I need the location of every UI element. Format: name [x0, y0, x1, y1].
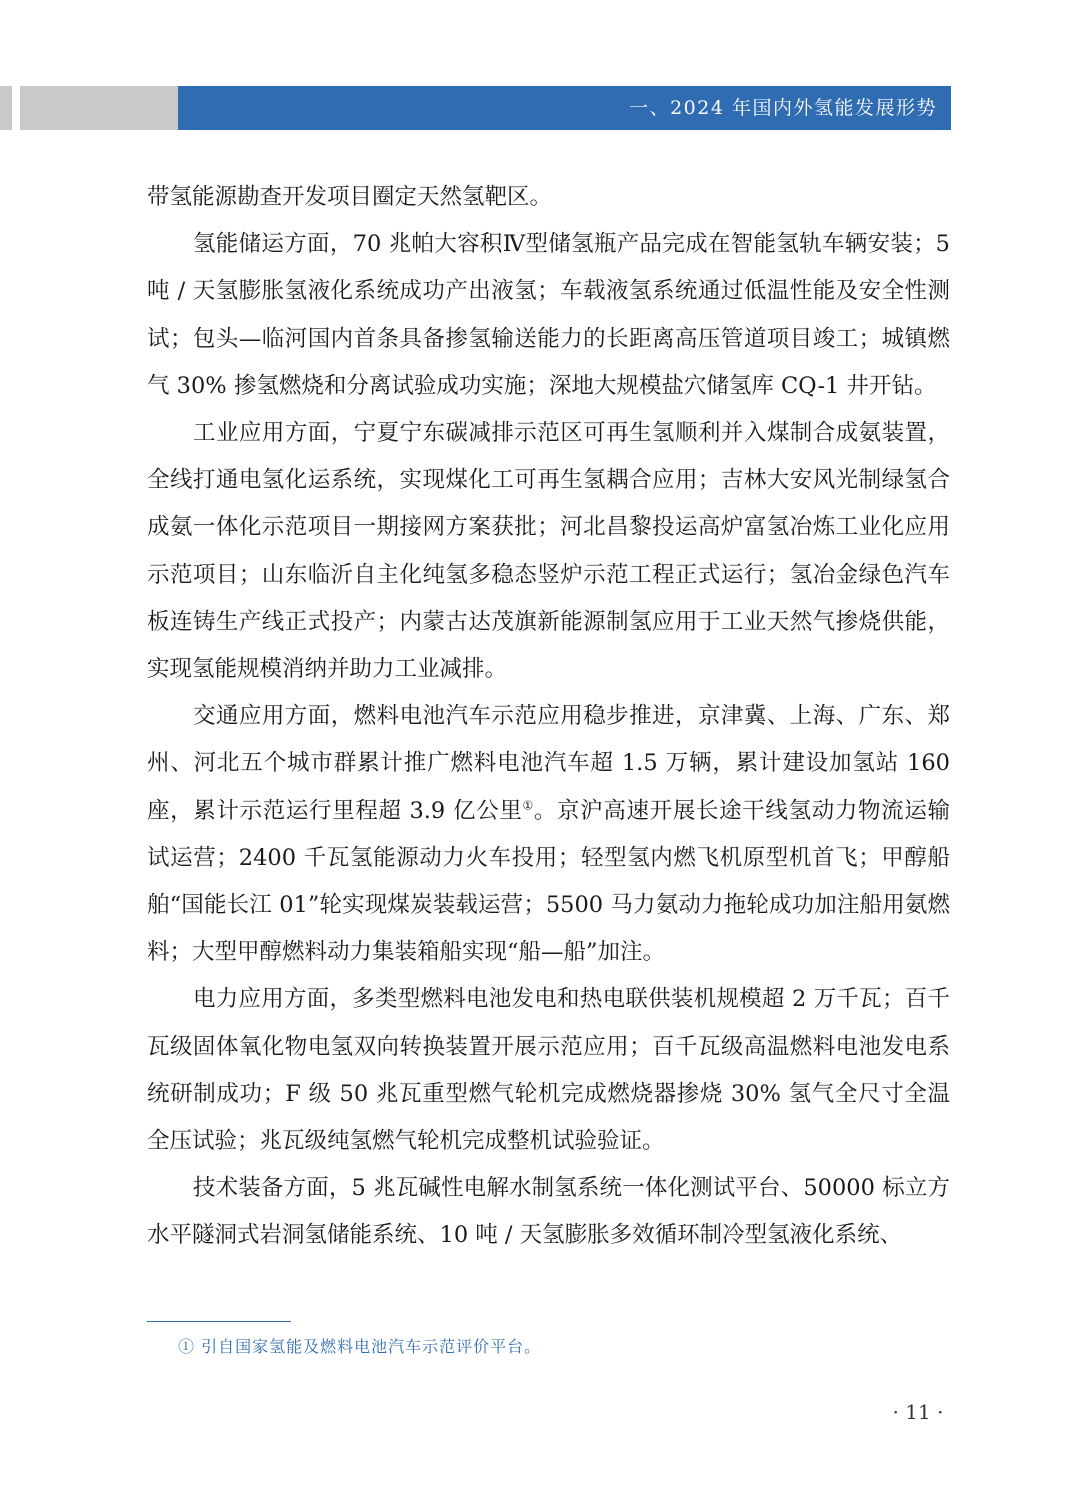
paragraph-storage-transport: 氢能储运方面，70 兆帕大容积Ⅳ型储氢瓶产品完成在智能氢轨车辆安装；5 吨 / 天氢膨胀氢液化系统成功产出液氢；车载液氢系统通过低温性能及安全性测试；包头—临河国内首条具备掺氢输送能力的长距离高压管道项目竣工；城镇燃气 30% 掺氢燃烧和分离试验成功实施；深地大规模盐穴储氢库 CQ-1 井开钻。 — [147, 231, 950, 399]
chapter-title: 一、2024 年国内外氢能发展形势 — [629, 97, 937, 119]
paragraph-1: 带氢能源勘查开发项目圈定天然氢靶区。 — [147, 184, 553, 210]
paragraph-transport-application — [147, 693, 950, 976]
paragraph-power-application: 电力应用方面，多类型燃料电池发电和热电联供装机规模超 2 万千瓦；百千瓦级固体氧化物电氢双向转换装置开展示范应用；百千瓦级高温燃料电池发电系统研制成功；F 级 50 兆瓦重型燃气轮机完成燃烧器掺烧 30% 氢气全尺寸全温全压试验；兆瓦级纯氢燃气轮机完成整机试验验证。 — [147, 986, 950, 1155]
footnote-reference[interactable]: ① — [522, 798, 534, 813]
footnote: ① 引自国家氢能及燃料电池汽车示范评价平台。 — [178, 1337, 542, 1356]
header-blue-bar — [178, 86, 951, 130]
header-left-block — [0, 86, 12, 130]
paragraph-technology-equipment: 技术装备方面，5 兆瓦碱性电解水制氢系统一体化测试平台、50000 标立方水平隧洞式岩洞氢储能系统、10 吨 / 天氢膨胀多效循环制冷型氢液化系统、 — [147, 1175, 950, 1249]
footnote-divider — [147, 1321, 291, 1322]
page-number: · 11 · — [892, 1400, 944, 1424]
paragraph-transport-part-1: 交通应用方面，燃料电池汽车示范应用稳步推进，京津冀、上海、广东、郑州、河北五个城市群累计推广燃料电池汽车超 1.5 万辆，累计建设加氢站 160 座，累计示范运行里程超 3.9 亿公里 — [147, 703, 950, 824]
paragraph-industrial-application: 工业应用方面，宁夏宁东碳减排示范区可再生氢顺利并入煤制合成氨装置，全线打通电氢化运系统，实现煤化工可再生氢耦合应用；吉林大安风光制绿氢合成氨一体化示范项目一期接网方案获批；河北昌黎投运高炉富氢冶炼工业化应用示范项目；山东临沂自主化纯氢多稳态竖炉示范工程正式运行；氢冶金绿色汽车板连铸生产线正式投产；内蒙古达茂旗新能源制氢应用于工业天然气掺烧供能，实现氢能规模消纳并助力工业减排。 — [147, 420, 950, 683]
paragraph-transport-part-2: 。京沪高速开展长途干线氢动力物流运输试运营；2400 千瓦氢能源动力火车投用；轻型氢内燃飞机原型机首飞；甲醇船舶“国能长江 01”轮实现煤炭装载运营；5500 马力氨动力拖轮成功加注船用氨燃料；大型甲醇燃料动力集装箱船实现“船—船”加注。 — [147, 797, 950, 966]
header-gray-bar — [20, 86, 178, 130]
body-text — [147, 174, 950, 1260]
